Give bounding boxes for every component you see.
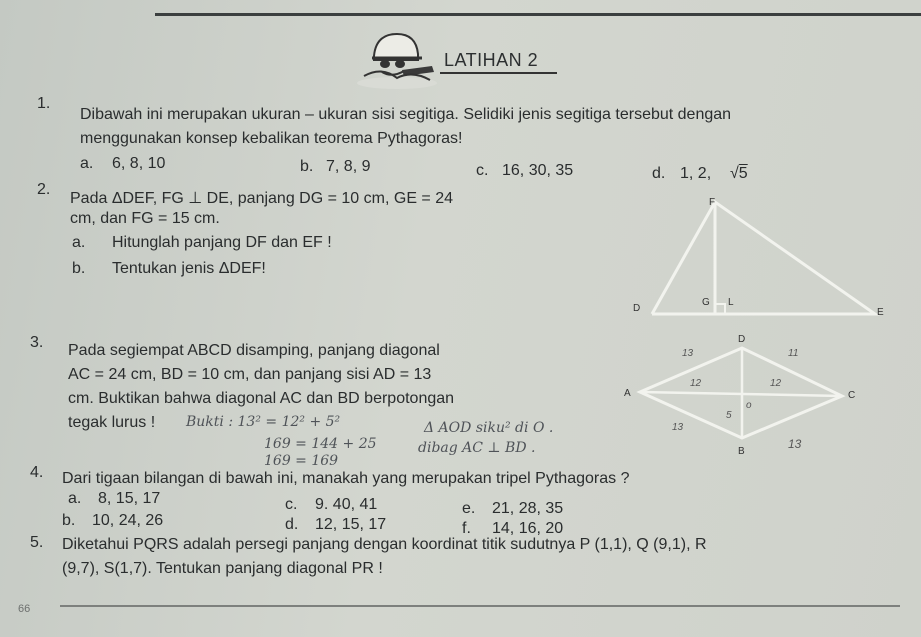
q3-line4: tegak lurus ! [68, 414, 156, 431]
q4-option-f-value: 14, 16, 20 [492, 520, 564, 537]
q1-option-d-label: d. [652, 165, 666, 182]
q1-number: 1. [37, 95, 51, 112]
page-number: 66 [18, 603, 31, 615]
bottom-rule [60, 605, 900, 607]
page-title: LATIHAN 2 [444, 50, 539, 70]
q4-text: Dari tigaan bilangan di bawah ini, manakah yang merupakan tripel Pythagoras ? [62, 470, 630, 487]
top-rule [155, 13, 921, 16]
q3-line3: cm. Buktikan bahwa diagonal AC dan BD berpotongan [68, 390, 455, 407]
q5-line1: Diketahui PQRS adalah persegi panjang dengan koordinat titik sudutnya P (1,1), Q (9,1), R [62, 536, 707, 553]
q1-option-a-value: 6, 8, 10 [112, 155, 166, 172]
q2-number: 2. [37, 181, 51, 198]
q5-number: 5. [30, 534, 44, 551]
q2-line2: cm, dan FG = 15 cm. [70, 210, 220, 227]
label-b: B [738, 446, 745, 457]
q2-item-b-label: b. [72, 260, 86, 277]
q4-option-e-label: e. [462, 500, 476, 517]
q5-line2: (9,7), S(1,7). Tentukan panjang diagonal PR ! [62, 560, 383, 577]
q3-handwriting-3: 169 = 144 + 25 [264, 436, 377, 452]
q4-option-d-label: d. [285, 516, 299, 533]
q3-handwriting-5: 169 = 169 [264, 453, 339, 469]
label-f: F [709, 197, 716, 208]
q1-text-line2: menggunakan konsep kebalikan teorema Pythagoras! [80, 130, 463, 147]
q4-option-b-value: 10, 24, 26 [92, 512, 164, 529]
label-g: G [702, 297, 710, 308]
q2-item-a-label: a. [72, 234, 86, 251]
title-underline [440, 72, 557, 74]
hw-dc: 11 [788, 348, 799, 359]
hw-ad: 13 [682, 348, 694, 359]
q1-option-b-value: 7, 8, 9 [326, 158, 371, 175]
q4-option-a-label: a. [68, 490, 82, 507]
q3-line1: Pada segiempat ABCD disamping, panjang diagonal [68, 342, 440, 359]
triangle-def-outline [652, 202, 875, 314]
q3-line2: AC = 24 cm, BD = 10 cm, dan panjang sisi AD = 13 [68, 366, 432, 383]
q4-option-f-label: f. [462, 520, 471, 537]
q4-option-a-value: 8, 15, 17 [98, 490, 161, 507]
q3-number: 3. [30, 334, 44, 351]
quadrilateral-abcd-figure [620, 330, 870, 460]
q3-handwriting-1: Bukti : 13² = 12² + 5² [186, 414, 341, 430]
q1-option-d-sqrt [730, 165, 748, 183]
hw-oc: 12 [770, 378, 782, 389]
hw-ab: 13 [672, 422, 684, 433]
q1-sqrt-value: 5 [738, 165, 748, 182]
q4-number: 4. [30, 464, 44, 481]
q2-item-a-text: Hitunglah panjang DF dan EF ! [112, 234, 332, 251]
hw-o: o [746, 400, 752, 411]
hw-od: 5 [726, 410, 732, 421]
label-c: C [848, 390, 856, 401]
label-d: D [738, 334, 746, 345]
label-d: D [633, 303, 641, 314]
q4-option-c-label: c. [285, 496, 298, 513]
q1-option-d-value: 1, 2, [680, 165, 712, 182]
sqrt-icon: √ [730, 165, 739, 182]
q1-text-line1: Dibawah ini merupakan ukuran – ukuran sisi segitiga. Selidiki jenis segitiga tersebut dengan [80, 106, 732, 123]
mascot-icon [352, 26, 442, 90]
triangle-def-figure [625, 192, 895, 327]
hw-ao: 12 [690, 378, 702, 389]
q1-option-a-label: a. [80, 155, 94, 172]
q4-option-d-value: 12, 15, 17 [315, 516, 387, 533]
q4-option-c-value: 9. 40, 41 [315, 496, 378, 513]
q2-item-b-text: Tentukan jenis ΔDEF! [112, 260, 266, 277]
label-a: A [624, 388, 631, 399]
label-l: L [728, 297, 734, 308]
q4-option-b-label: b. [62, 512, 76, 529]
q1-option-c-label: c. [476, 162, 489, 179]
q4-option-e-value: 21, 28, 35 [492, 500, 564, 517]
q2-line1: Pada ΔDEF, FG ⊥ DE, panjang DG = 10 cm, GE = 24 [70, 190, 454, 207]
label-e: E [877, 307, 884, 318]
q1-option-c-value: 16, 30, 35 [502, 162, 574, 179]
q1-option-b-label: b. [300, 158, 314, 175]
hw-bc: 13 [788, 437, 802, 451]
q3-handwriting-2: Δ AOD siku² di O . [424, 420, 554, 436]
q3-handwriting-4: dibag AC ⊥ BD . [418, 440, 536, 456]
